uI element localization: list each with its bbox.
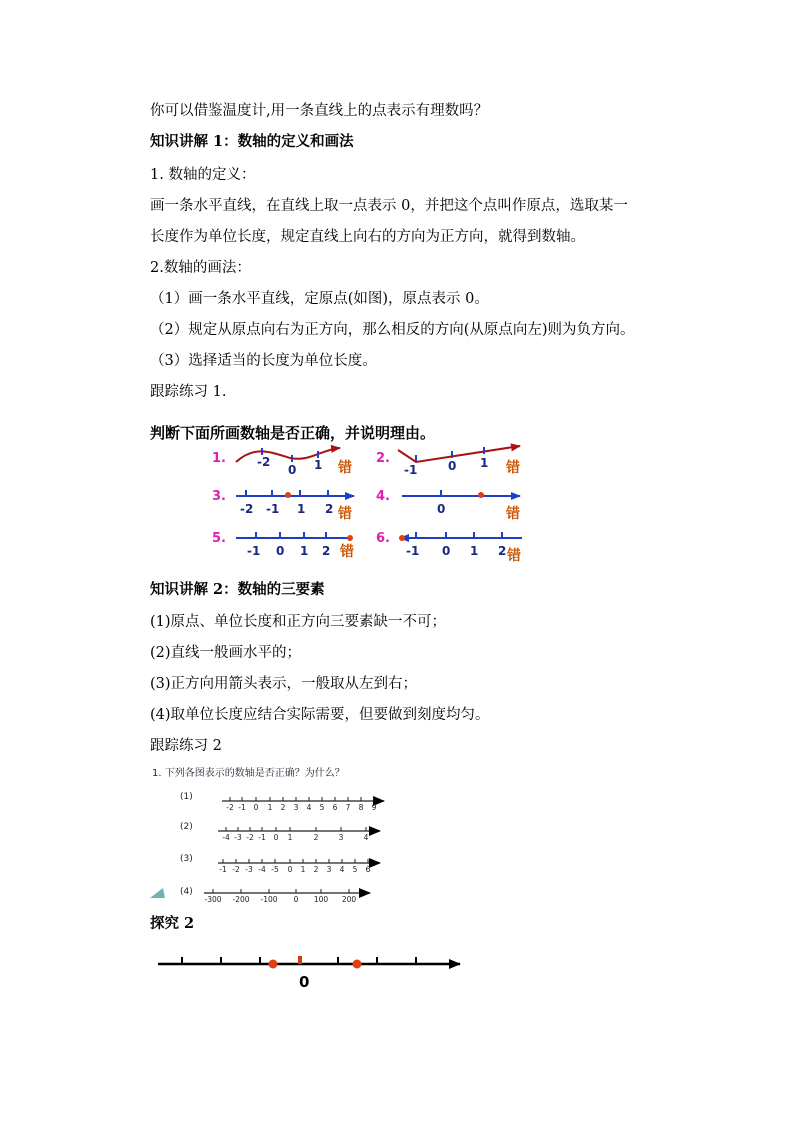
section2-heading: 知识讲解 2：数轴的三要素 — [150, 581, 325, 598]
method-step-2: （2）规定从原点向右为正方向，那么相反的方向(从原点向左)则为负方向。 — [150, 322, 635, 338]
row-tick-label: 4 — [363, 833, 369, 842]
row-3-tag: (3) — [180, 854, 193, 864]
figure-2-title: 1. 下列各图表示的数轴是否正确？为什么？ — [152, 768, 345, 779]
row-tick-label: 0 — [287, 865, 293, 874]
row-tick-label: -200 — [232, 895, 250, 904]
row-tick-label: -5 — [271, 865, 279, 874]
item-3-label: 1 — [297, 502, 306, 516]
intro-question: 你可以借鉴温度计,用一条直线上的点表示有理数吗？ — [150, 103, 489, 119]
item-3-label: -2 — [240, 502, 254, 516]
item-5-label: 0 — [276, 544, 285, 558]
item-1-label: 1 — [314, 458, 323, 472]
row-tick-label: 1 — [267, 803, 273, 812]
row-tick-label: 2 — [313, 865, 319, 874]
definition-line-1: 画一条水平直线，在直线上取一点表示 0，并把这个点叫作原点，选取某一 — [150, 198, 628, 214]
item-5-label: 1 — [300, 544, 309, 558]
row-tick-label: 5 — [319, 803, 325, 812]
practice-2-label: 跟踪练习 2 — [150, 738, 222, 754]
explore-heading: 探究 2 — [150, 915, 195, 932]
item-6-verdict: 错 — [507, 548, 521, 564]
element-item-2: (2)直线一般画水平的； — [150, 645, 302, 661]
item-1-verdict: 错 — [338, 460, 352, 476]
row-tick-label: -100 — [260, 895, 278, 904]
row-tick-label: -3 — [245, 865, 253, 874]
row-tick-label: 9 — [371, 803, 377, 812]
row-tick-label: -3 — [234, 833, 242, 842]
item-6-label: 0 — [442, 544, 451, 558]
row-tick-label: 1 — [300, 865, 306, 874]
item-2-number: 2. — [376, 451, 390, 466]
element-item-4: (4)取单位长度应结合实际需要，但要做到刻度均匀。 — [150, 707, 490, 723]
row-tick-label: 4 — [306, 803, 312, 812]
row-4-tag: (4) — [180, 887, 193, 897]
item-6-label: 2 — [498, 544, 507, 558]
item-6-label: -1 — [406, 544, 420, 558]
item-1-label: -2 — [257, 455, 271, 469]
method-title: 2.数轴的画法： — [150, 260, 251, 276]
item-5-number: 5. — [212, 531, 226, 546]
figure-1-title: 判断下面所画数轴是否正确，并说明理由。 — [150, 424, 436, 442]
row-tick-label: -4 — [222, 833, 230, 842]
section1-heading: 知识讲解 1：数轴的定义和画法 — [150, 133, 354, 150]
row-tick-label: 100 — [313, 895, 329, 904]
explore-point — [353, 960, 362, 969]
row-tick-label: 6 — [332, 803, 338, 812]
item-3-label: 2 — [325, 502, 334, 516]
row-tick-label: 3 — [326, 865, 332, 874]
item-4-verdict: 错 — [506, 506, 520, 522]
row-tick-label: -1 — [219, 865, 227, 874]
item-5-verdict: 错 — [340, 544, 354, 560]
row-tick-label: -2 — [226, 803, 234, 812]
explore-origin-tick — [298, 956, 302, 964]
row-tick-label: 5 — [352, 865, 358, 874]
item-1-label: 0 — [288, 463, 297, 477]
row-tick-label: 8 — [358, 803, 364, 812]
practice-1-label: 跟踪练习 1. — [150, 384, 227, 400]
row-1-tag: (1) — [180, 792, 193, 802]
row-tick-label: -1 — [238, 803, 246, 812]
row-tick-label: 3 — [293, 803, 299, 812]
row-tick-label: -1 — [258, 833, 266, 842]
item-6-label: 1 — [470, 544, 479, 558]
item-5-label: 2 — [322, 544, 331, 558]
row-tick-label: -2 — [246, 833, 254, 842]
item-4-label: 0 — [437, 502, 446, 516]
item-3-verdict: 错 — [338, 506, 352, 522]
definition-title: 1. 数轴的定义： — [150, 167, 256, 183]
item-5-label: -1 — [247, 544, 261, 558]
row-2-tag: (2) — [180, 822, 193, 832]
row-tick-label: -300 — [204, 895, 222, 904]
method-step-1: （1）画一条水平直线，定原点(如图)，原点表示 0。 — [150, 291, 489, 307]
element-item-3: (3)正方向用箭头表示，一般取从左到右； — [150, 676, 418, 692]
definition-line-2: 长度作为单位长度，规定直线上向右的方向为正方向，就得到数轴。 — [150, 229, 585, 245]
row-tick-label: 1 — [287, 833, 293, 842]
row-tick-label: -4 — [258, 865, 266, 874]
item-3-label: -1 — [266, 502, 280, 516]
explore-origin-label: 0 — [299, 973, 310, 991]
item-2-label: 0 — [448, 459, 457, 473]
item-2-label: 1 — [480, 456, 489, 470]
row-tick-label: 4 — [339, 865, 345, 874]
row-tick-label: 6 — [365, 865, 371, 874]
row-tick-label: 0 — [273, 833, 279, 842]
row-tick-label: 2 — [280, 803, 286, 812]
item-3-number: 3. — [212, 489, 226, 504]
item-1-number: 1. — [212, 451, 226, 466]
row-tick-label: 3 — [338, 833, 344, 842]
item-2-label: -1 — [404, 463, 418, 477]
item-6-number: 6. — [376, 531, 390, 546]
row-tick-label: 0 — [293, 895, 299, 904]
method-step-3: （3）选择适当的长度为单位长度。 — [150, 353, 377, 369]
row-tick-label: 0 — [253, 803, 259, 812]
row-tick-label: 7 — [345, 803, 351, 812]
element-item-1: (1)原点、单位长度和正方向三要素缺一不可； — [150, 614, 447, 630]
row-tick-label: -2 — [232, 865, 240, 874]
item-2-verdict: 错 — [506, 460, 520, 476]
item-4-number: 4. — [376, 489, 390, 504]
explore-point — [269, 960, 278, 969]
row-tick-label: 200 — [341, 895, 357, 904]
row-tick-label: 2 — [313, 833, 319, 842]
